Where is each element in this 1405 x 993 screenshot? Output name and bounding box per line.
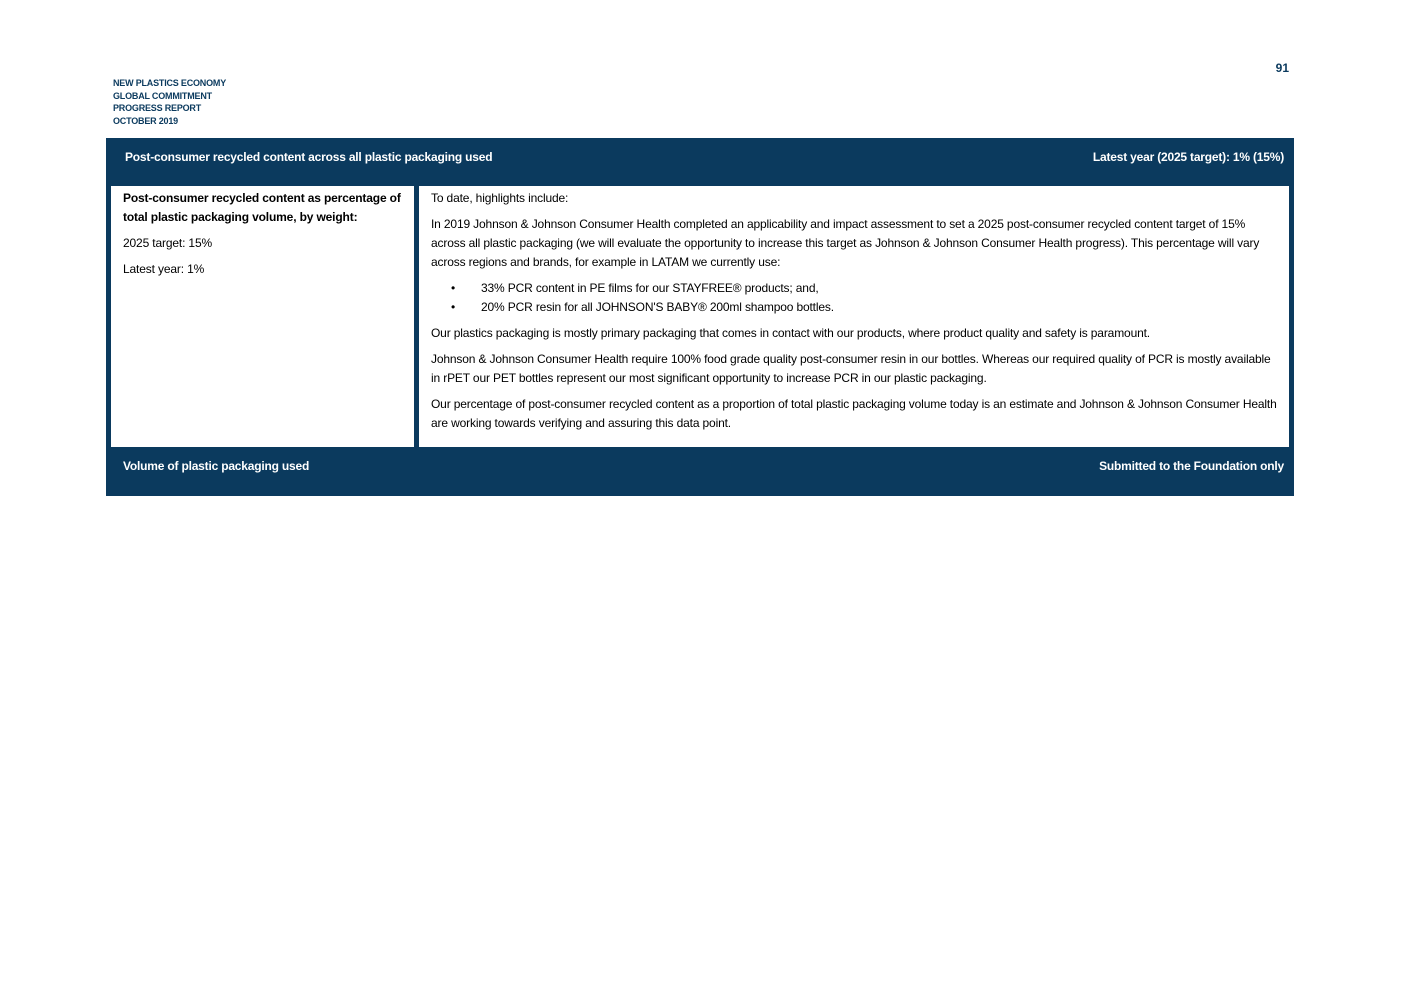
- report-header-line: OCTOBER 2019: [113, 115, 178, 126]
- metric-cell: [111, 186, 414, 447]
- metric-latest: Latest year: 1%: [123, 262, 205, 276]
- page-number: 91: [1275, 61, 1289, 75]
- commitment-table: [106, 138, 1294, 496]
- report-header-line: NEW PLASTICS ECONOMY: [113, 78, 227, 88]
- details-cell: [419, 186, 1289, 447]
- section-title: Post-consumer recycled content across all plastic packaging used: [125, 150, 493, 164]
- details-intro: To date, highlights include:: [431, 191, 569, 205]
- section-status: Latest year (2025 target): 1% (15%): [1092, 150, 1284, 164]
- metric-target: 2025 target: 15%: [123, 236, 213, 250]
- bullet-icon: •: [451, 281, 456, 295]
- details-paragraph: Johnson & Johnson Consumer Health require 100% food grade quality post-consumer resin in our bottles. Whereas our required quality of PCR is mostly available in rPET our PET bottles represent our most significant opportunity to increase PCR in our plastic packaging.: [431, 352, 1271, 385]
- section-status: Submitted to the Foundation only: [1099, 459, 1284, 473]
- metric-label: Post-consumer recycled content as percentage of total plastic packaging volume, by weight:: [123, 191, 401, 224]
- section-title: Volume of plastic packaging used: [123, 459, 310, 473]
- report-header-line: PROGRESS REPORT: [113, 103, 202, 113]
- report-header: [113, 77, 226, 127]
- highlights-list: [431, 279, 1281, 317]
- section-header-packaging-volume: [106, 448, 1294, 496]
- list-item: [431, 279, 1281, 298]
- details-paragraph: Our plastics packaging is mostly primary packaging that comes in contact with our products, where product quality and safety is paramount.: [431, 326, 1150, 340]
- report-header-line: GLOBAL COMMITMENT: [113, 90, 212, 101]
- section-header-recycled-content: [106, 138, 1294, 184]
- list-item-text: 20% PCR resin for all JOHNSON'S BABY® 200ml shampoo bottles.: [481, 300, 834, 314]
- list-item-text: 33% PCR content in PE films for our STAYFREE® products; and,: [481, 281, 819, 295]
- details-paragraph: In 2019 Johnson & Johnson Consumer Health completed an applicability and impact assessment to set a 2025 post-consumer recycled content target of 15% across all plastic packaging (we will evaluate the opportunity to increase this target as Johnson & Johnson Consumer Health progress). This percentage will vary across regions and brands, for example in LATAM we currently use:: [431, 217, 1260, 269]
- bullet-icon: •: [451, 300, 456, 314]
- list-item: [431, 298, 1281, 317]
- details-paragraph: Our percentage of post-consumer recycled content as a proportion of total plastic packaging volume today is an estimate and Johnson & Johnson Consumer Health are working towards verifying and assuring this data point.: [431, 397, 1277, 430]
